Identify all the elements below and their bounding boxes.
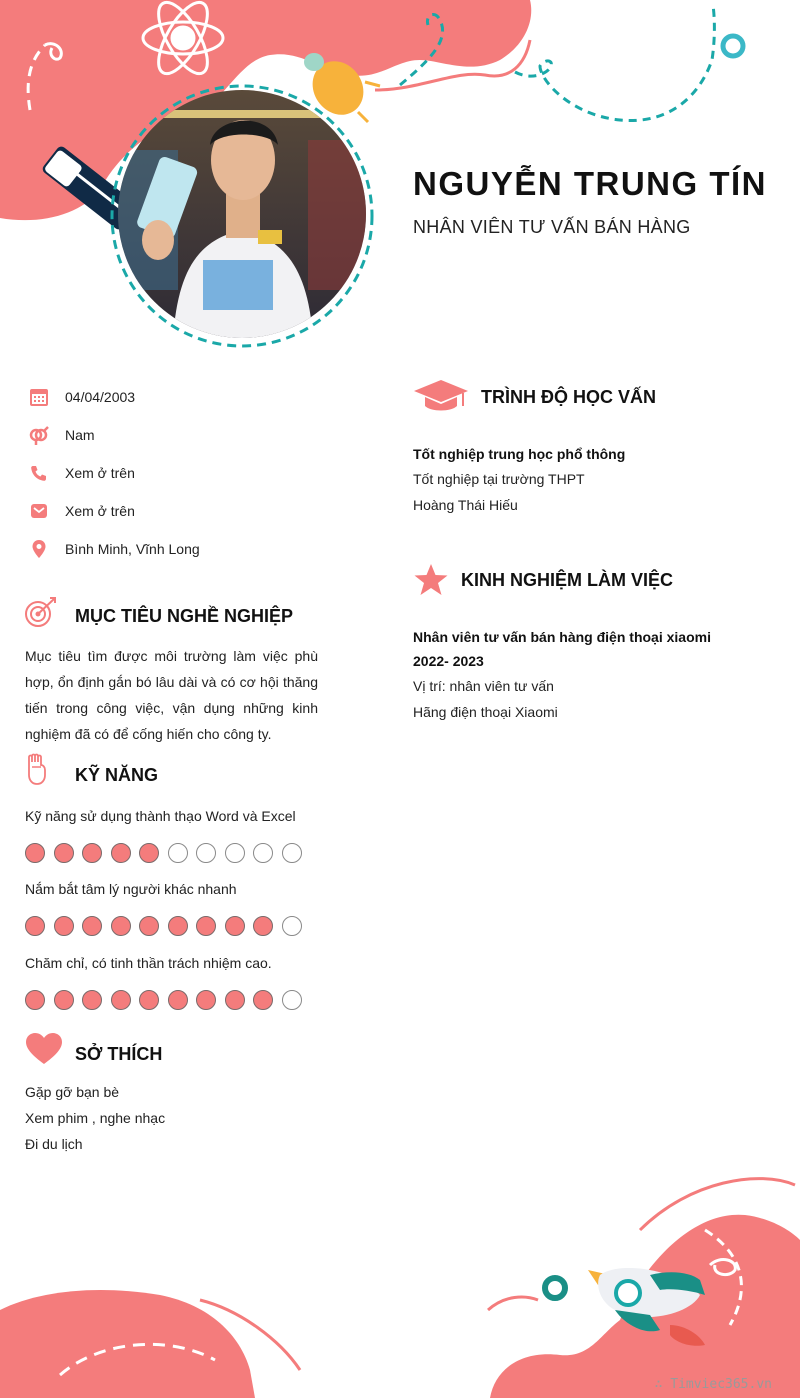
heart-icon xyxy=(25,1032,63,1071)
info-phone xyxy=(28,461,135,485)
experience-job: Nhân viên tư vấn bán hàng điện thoại xiaomi xyxy=(413,629,711,645)
hobbies-title: SỞ THÍCH xyxy=(75,1044,163,1064)
rating-dot-filled xyxy=(168,916,188,936)
rating-dot-empty xyxy=(253,843,273,863)
experience-position: Vị trí: nhân viên tư vấn xyxy=(413,678,554,694)
rating-dot-empty xyxy=(168,843,188,863)
location-icon xyxy=(28,538,50,560)
info-value: Xem ở trên xyxy=(65,503,135,519)
star-icon xyxy=(413,563,449,602)
portrait-illustration xyxy=(118,90,366,338)
experience-title: KINH NGHIỆM LÀM VIỆC xyxy=(461,570,674,590)
rating-dot-filled xyxy=(196,990,216,1010)
skill-rating xyxy=(25,843,302,863)
graduation-cap-icon xyxy=(413,378,469,419)
info-value: Bình Minh, Vĩnh Long xyxy=(65,541,200,557)
gender-icon xyxy=(28,424,50,446)
rating-dot-filled xyxy=(54,990,74,1010)
rating-dot-filled xyxy=(111,990,131,1010)
fist-icon xyxy=(25,753,49,792)
phone-icon xyxy=(28,462,50,484)
skill-rating xyxy=(25,916,302,936)
rating-dot-filled xyxy=(139,843,159,863)
education-degree: Tốt nghiệp trung học phổ thông xyxy=(413,446,626,462)
rating-dot-filled xyxy=(25,843,45,863)
rating-dot-empty xyxy=(282,916,302,936)
rating-dot-empty xyxy=(282,990,302,1010)
target-icon xyxy=(24,596,58,635)
hobby-item: Gặp gỡ bạn bè xyxy=(25,1084,120,1100)
education-title: TRÌNH ĐỘ HỌC VẤN xyxy=(481,387,656,407)
bottom-decoration xyxy=(0,1160,800,1398)
rating-dot-filled xyxy=(54,916,74,936)
rating-dot-filled xyxy=(225,916,245,936)
rating-dot-filled xyxy=(196,916,216,936)
rating-dot-filled xyxy=(82,916,102,936)
rating-dot-filled xyxy=(139,990,159,1010)
rating-dot-empty xyxy=(196,843,216,863)
rating-dot-filled xyxy=(253,916,273,936)
objective-title: MỤC TIÊU NGHỀ NGHIỆP xyxy=(75,606,294,626)
profile-photo xyxy=(118,90,366,338)
objective-text: Mục tiêu tìm được môi trường làm việc phù hợp, ổn định gắn bó lâu dài và có cơ hội thăng tiến trong công việc, vận dụng những kinh nghiệm đã có để cống hiến cho công ty. xyxy=(25,648,318,742)
education-school-name: Hoàng Thái Hiếu xyxy=(413,497,518,513)
info-value: Nam xyxy=(65,427,95,443)
rating-dot-filled xyxy=(111,916,131,936)
info-gender xyxy=(28,423,95,447)
info-value: Xem ở trên xyxy=(65,465,135,481)
rating-dot-filled xyxy=(25,990,45,1010)
rating-dot-filled xyxy=(82,843,102,863)
rating-dot-filled xyxy=(225,990,245,1010)
rating-dot-filled xyxy=(253,990,273,1010)
hobby-item: Xem phim , nghe nhạc xyxy=(25,1110,166,1126)
education-school: Tốt nghiệp tại trường THPT xyxy=(413,471,585,487)
rating-dot-filled xyxy=(25,916,45,936)
info-address xyxy=(28,537,200,561)
skill-name: Nắm bắt tâm lý người khác nhanh xyxy=(25,881,237,897)
rating-dot-filled xyxy=(168,990,188,1010)
experience-company: Hãng điện thoại Xiaomi xyxy=(413,704,558,720)
rating-dot-empty xyxy=(282,843,302,863)
info-birthdate xyxy=(28,385,136,409)
skill-rating xyxy=(25,990,302,1010)
calendar-icon xyxy=(28,386,50,408)
skill-name: Kỹ năng sử dụng thành thạo Word và Excel xyxy=(25,808,296,824)
candidate-position: NHÂN VIÊN TƯ VẤN BÁN HÀNG xyxy=(413,217,691,237)
skill-name: Chăm chỉ, có tinh thần trách nhiệm cao. xyxy=(25,955,272,971)
info-email xyxy=(28,499,135,523)
skills-title: KỸ NĂNG xyxy=(75,765,159,785)
rating-dot-filled xyxy=(111,843,131,863)
email-icon xyxy=(28,500,50,522)
info-value: 04/04/2003 xyxy=(65,389,136,405)
experience-period: 2022- 2023 xyxy=(413,653,484,669)
watermark: ∴ Timviec365.vn xyxy=(654,1377,772,1392)
rating-dot-filled xyxy=(82,990,102,1010)
hobby-item: Đi du lịch xyxy=(25,1136,83,1152)
rating-dot-filled xyxy=(54,843,74,863)
candidate-name: NGUYỄN TRUNG TÍN xyxy=(413,165,767,202)
rating-dot-filled xyxy=(139,916,159,936)
rating-dot-empty xyxy=(225,843,245,863)
